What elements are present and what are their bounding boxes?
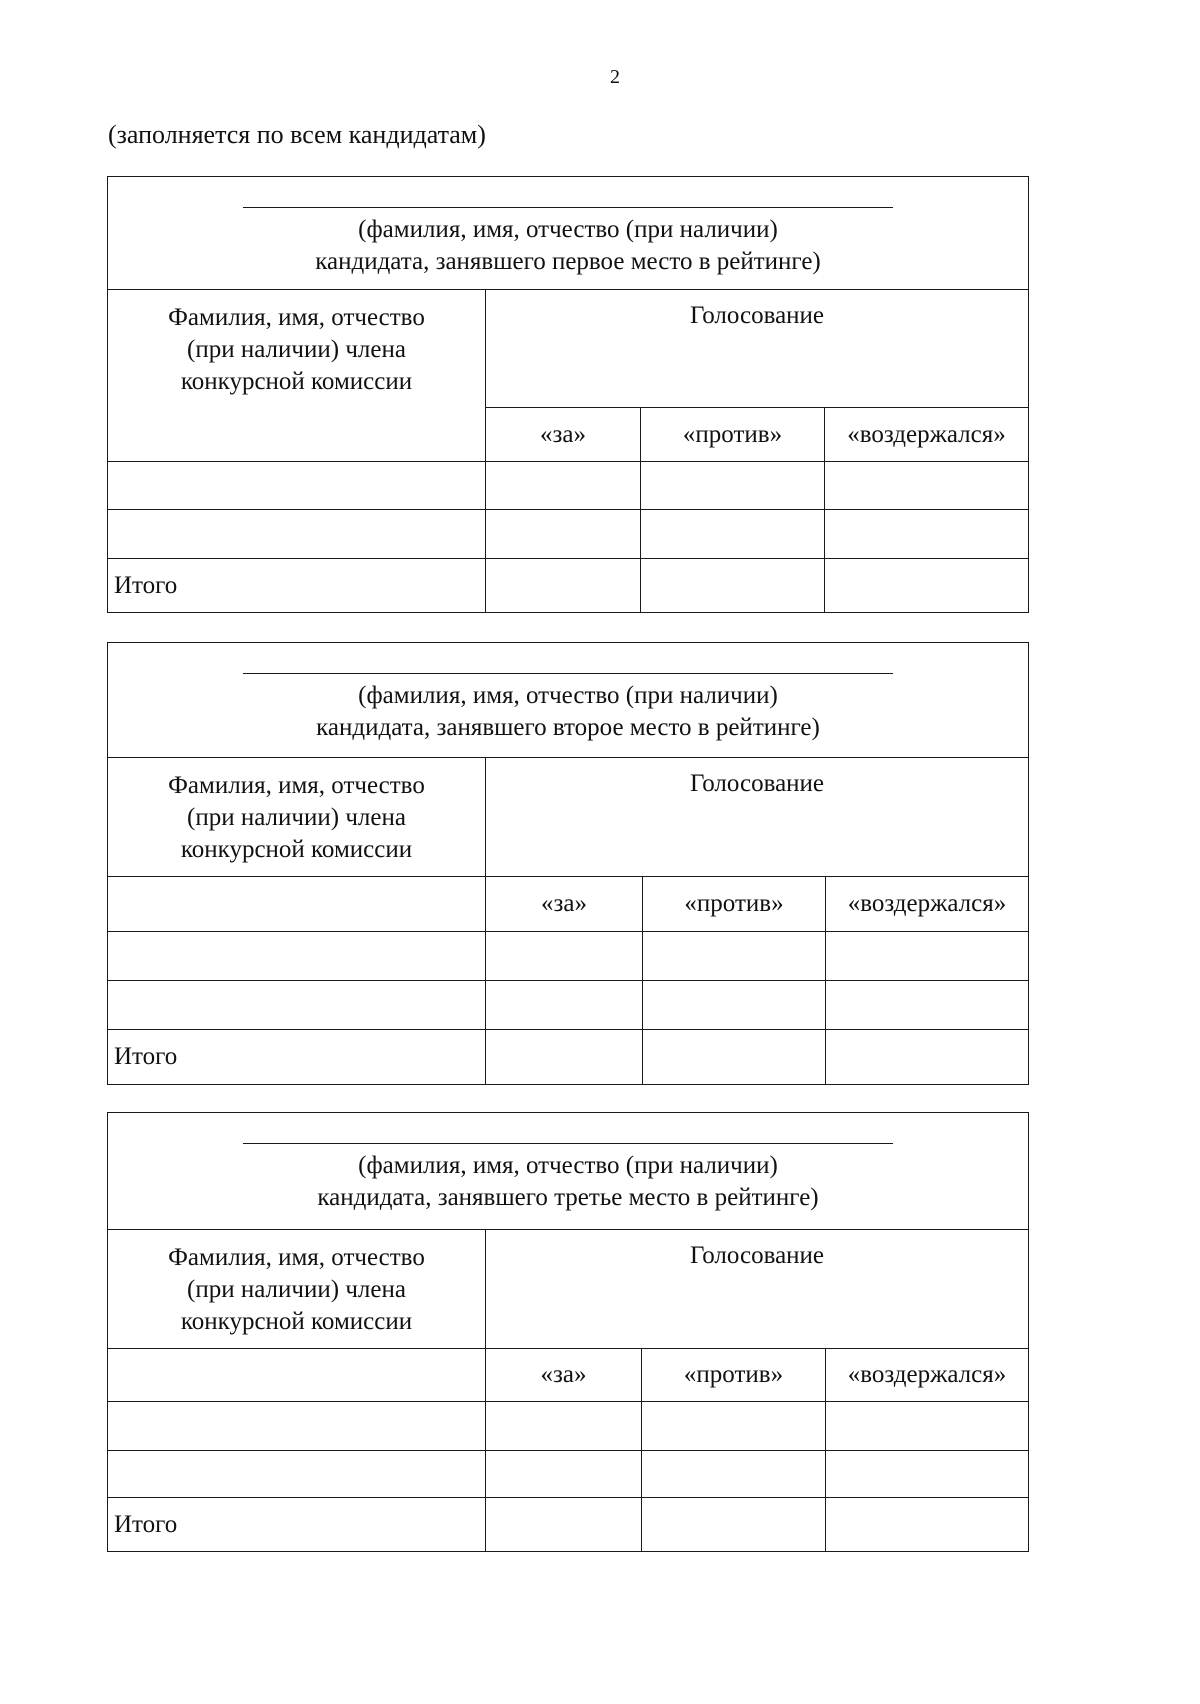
table-row xyxy=(108,462,1029,510)
ballot-table-second-place xyxy=(107,642,1029,1085)
vote-abstain-cell[interactable] xyxy=(826,981,1029,1030)
member-name-header: Фамилия, имя, отчество (при наличии) члена конкурсной комиссии xyxy=(108,290,486,462)
vote-against-header: «против» xyxy=(641,408,825,462)
total-against-cell[interactable] xyxy=(642,1498,826,1552)
vote-against-cell[interactable] xyxy=(642,1402,826,1451)
total-label: Итого xyxy=(108,1030,486,1085)
candidate-name-cell[interactable] xyxy=(108,1113,1029,1230)
total-abstain-cell[interactable] xyxy=(825,559,1029,613)
table-row xyxy=(108,932,1029,981)
member-name-header: Фамилия, имя, отчество (при наличии) члена конкурсной комиссии xyxy=(108,1230,486,1349)
member-name-cell[interactable] xyxy=(108,510,486,559)
table-row xyxy=(108,1451,1029,1498)
vote-for-cell[interactable] xyxy=(486,462,641,510)
vote-for-header: «за» xyxy=(486,1349,642,1402)
member-name-cell[interactable] xyxy=(108,1402,486,1451)
ballot-table-first-place xyxy=(107,176,1029,613)
fill-instruction-note: (заполняется по всем кандидатам) xyxy=(108,120,486,149)
ballot-table-third-place xyxy=(107,1112,1029,1552)
vote-against-cell[interactable] xyxy=(641,462,825,510)
candidate-name-line xyxy=(243,207,893,208)
voting-header: Голосование xyxy=(486,1230,1029,1349)
candidate-name-cell[interactable] xyxy=(108,177,1029,290)
vote-abstain-cell[interactable] xyxy=(826,932,1029,981)
member-name-cell[interactable] xyxy=(108,932,486,981)
candidate-caption: (фамилия, имя, отчество (при наличии) кандидата, занявшего первое место в рейтинге) xyxy=(315,216,821,275)
vote-abstain-cell[interactable] xyxy=(825,510,1029,559)
candidate-name-cell[interactable] xyxy=(108,643,1029,758)
total-label: Итого xyxy=(108,559,486,613)
total-for-cell[interactable] xyxy=(486,1498,642,1552)
vote-against-cell[interactable] xyxy=(641,510,825,559)
vote-against-header: «против» xyxy=(642,1349,826,1402)
vote-against-cell[interactable] xyxy=(643,932,826,981)
member-name-cell[interactable] xyxy=(108,1451,486,1498)
total-against-cell[interactable] xyxy=(643,1030,826,1085)
total-abstain-cell[interactable] xyxy=(826,1498,1029,1552)
vote-abstain-header: «воздержался» xyxy=(825,408,1029,462)
total-abstain-cell[interactable] xyxy=(826,1030,1029,1085)
candidate-name-line xyxy=(243,673,893,674)
member-name-cell[interactable] xyxy=(108,981,486,1030)
total-label: Итого xyxy=(108,1498,486,1552)
candidate-caption: (фамилия, имя, отчество (при наличии) кандидата, занявшего второе место в рейтинге) xyxy=(316,682,820,741)
vote-abstain-cell[interactable] xyxy=(826,1451,1029,1498)
table-row xyxy=(108,981,1029,1030)
candidate-name-line xyxy=(243,1143,893,1144)
vote-abstain-header: «воздержался» xyxy=(826,1349,1029,1402)
vote-against-header: «против» xyxy=(643,877,826,932)
candidate-caption: (фамилия, имя, отчество (при наличии) кандидата, занявшего третье место в рейтинге) xyxy=(317,1152,819,1211)
vote-for-cell[interactable] xyxy=(486,510,641,559)
vote-for-cell[interactable] xyxy=(486,932,643,981)
vote-for-cell[interactable] xyxy=(486,1402,642,1451)
member-name-cell[interactable] xyxy=(108,877,486,932)
total-row xyxy=(108,1030,1029,1085)
vote-for-header: «за» xyxy=(486,877,643,932)
vote-for-header: «за» xyxy=(486,408,641,462)
vote-against-cell[interactable] xyxy=(642,1451,826,1498)
vote-for-cell[interactable] xyxy=(486,981,643,1030)
member-name-cell[interactable] xyxy=(108,1349,486,1402)
voting-header: Голосование xyxy=(486,290,1029,408)
total-against-cell[interactable] xyxy=(641,559,825,613)
vote-abstain-cell[interactable] xyxy=(826,1402,1029,1451)
vote-against-cell[interactable] xyxy=(643,981,826,1030)
vote-abstain-cell[interactable] xyxy=(825,462,1029,510)
total-for-cell[interactable] xyxy=(486,1030,643,1085)
total-row xyxy=(108,1498,1029,1552)
page-number: 2 xyxy=(610,66,620,88)
member-name-header: Фамилия, имя, отчество (при наличии) члена конкурсной комиссии xyxy=(108,758,486,877)
member-name-cell[interactable] xyxy=(108,462,486,510)
vote-abstain-header: «воздержался» xyxy=(826,877,1029,932)
table-row xyxy=(108,510,1029,559)
vote-for-cell[interactable] xyxy=(486,1451,642,1498)
table-row xyxy=(108,1402,1029,1451)
total-row xyxy=(108,559,1029,613)
voting-header: Голосование xyxy=(486,758,1029,877)
total-for-cell[interactable] xyxy=(486,559,641,613)
